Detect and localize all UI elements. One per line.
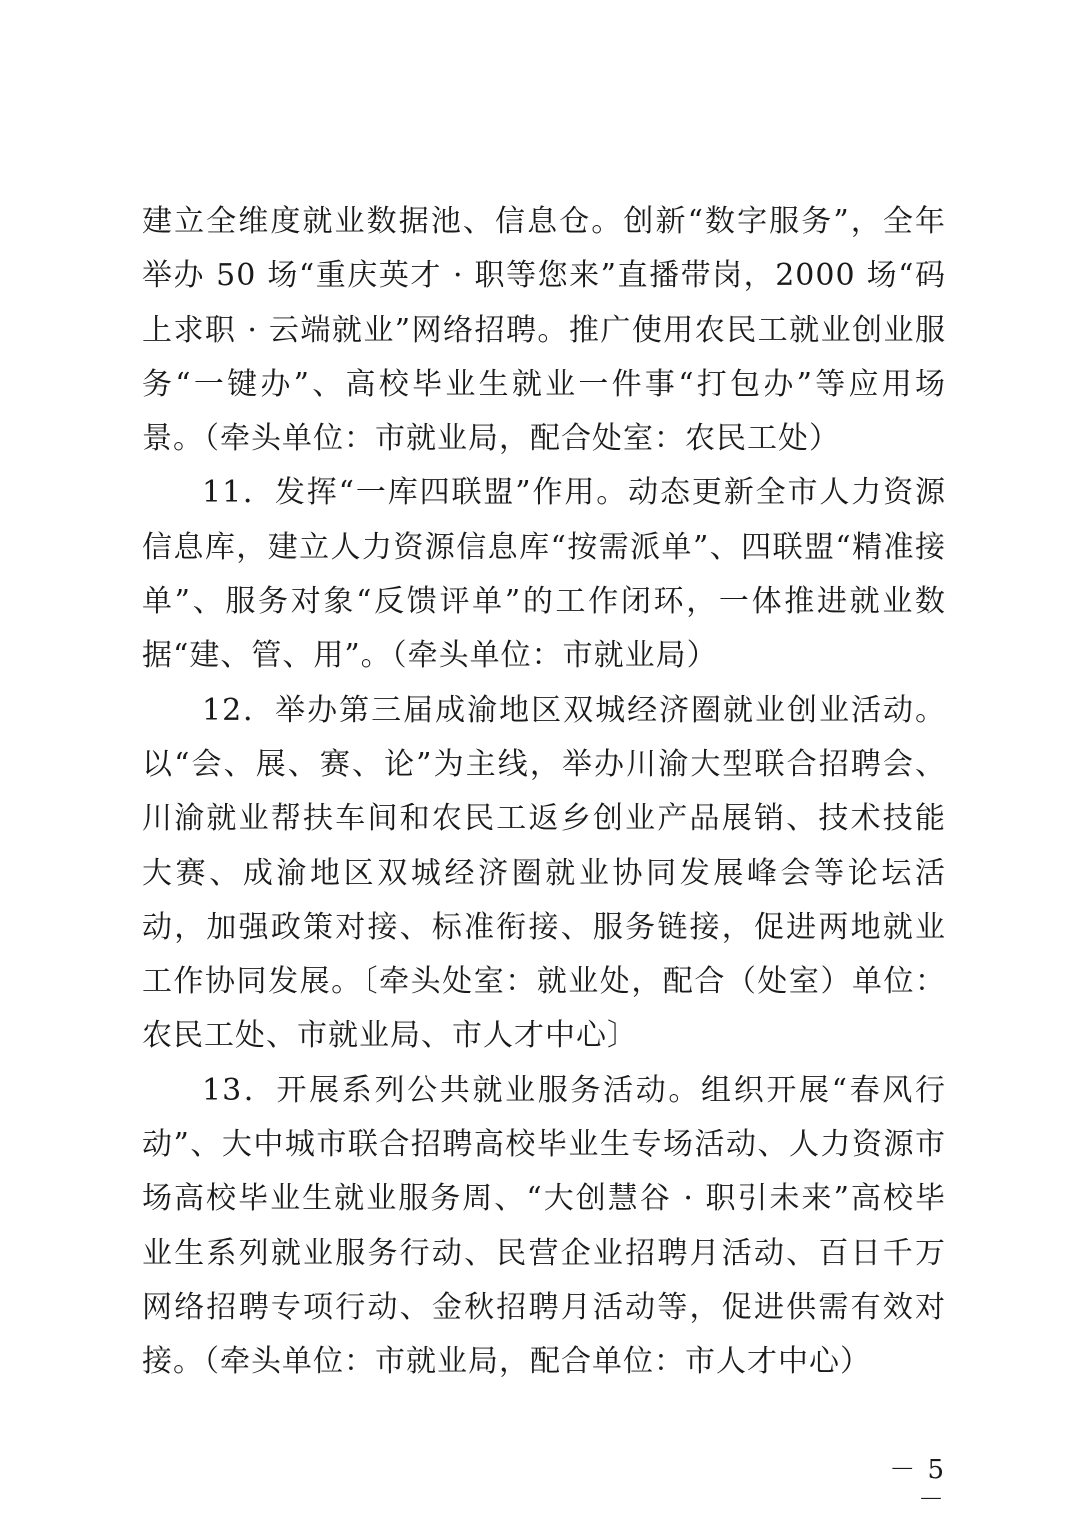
paragraph-item-12: 12．举办第三届成渝地区双城经济圈就业创业活动。以“会、展、赛、论”为主线，举办川渝大型联合招聘会、川渝就业帮扶车间和农民工返乡创业产品展销、技术技能大赛、成渝地区双城经济圈就业协同发展峰会等论坛活动，加强政策对接、标准衔接、服务链接，促进两地就业工作协同发展。〔牵头处室：就业处，配合（处室）单位：农民工处、市就业局、市人才中心〕 (142, 692, 946, 1054)
page-number: － 5 － (889, 1455, 946, 1515)
document-body (142, 195, 946, 1390)
paragraph-digital-services: 建立全维度就业数据池、信息仓。创新“数字服务”，全年举办 50 场“重庆英才 · 职等您来”直播带岗，2000 场“码上求职 · 云端就业”网络招聘。推广使用农民工就业创业服务“一键办”、高校毕业生就业一件事“打包办”等应用场景。（牵头单位：市就业局，配合处室：农民工处） (142, 204, 946, 457)
paragraph-item-13: 13．开展系列公共就业服务活动。组织开展“春风行动”、大中城市联合招聘高校毕业生专场活动、人力资源市场高校毕业生就业服务周、“大创慧谷 · 职引未来”高校毕业生系列就业服务行动、民营企业招聘月活动、百日千万网络招聘专项行动、金秋招聘月活动等，促进供需有效对接。（牵头单位：市就业局，配合单位：市人才中心） (142, 1072, 946, 1380)
paragraph-item-11: 11．发挥“一库四联盟”作用。动态更新全市人力资源信息库，建立人力资源信息库“按需派单”、四联盟“精准接单”、服务对象“反馈评单”的工作闭环，一体推进就业数据“建、管、用”。（牵头单位：市就业局） (142, 475, 946, 674)
